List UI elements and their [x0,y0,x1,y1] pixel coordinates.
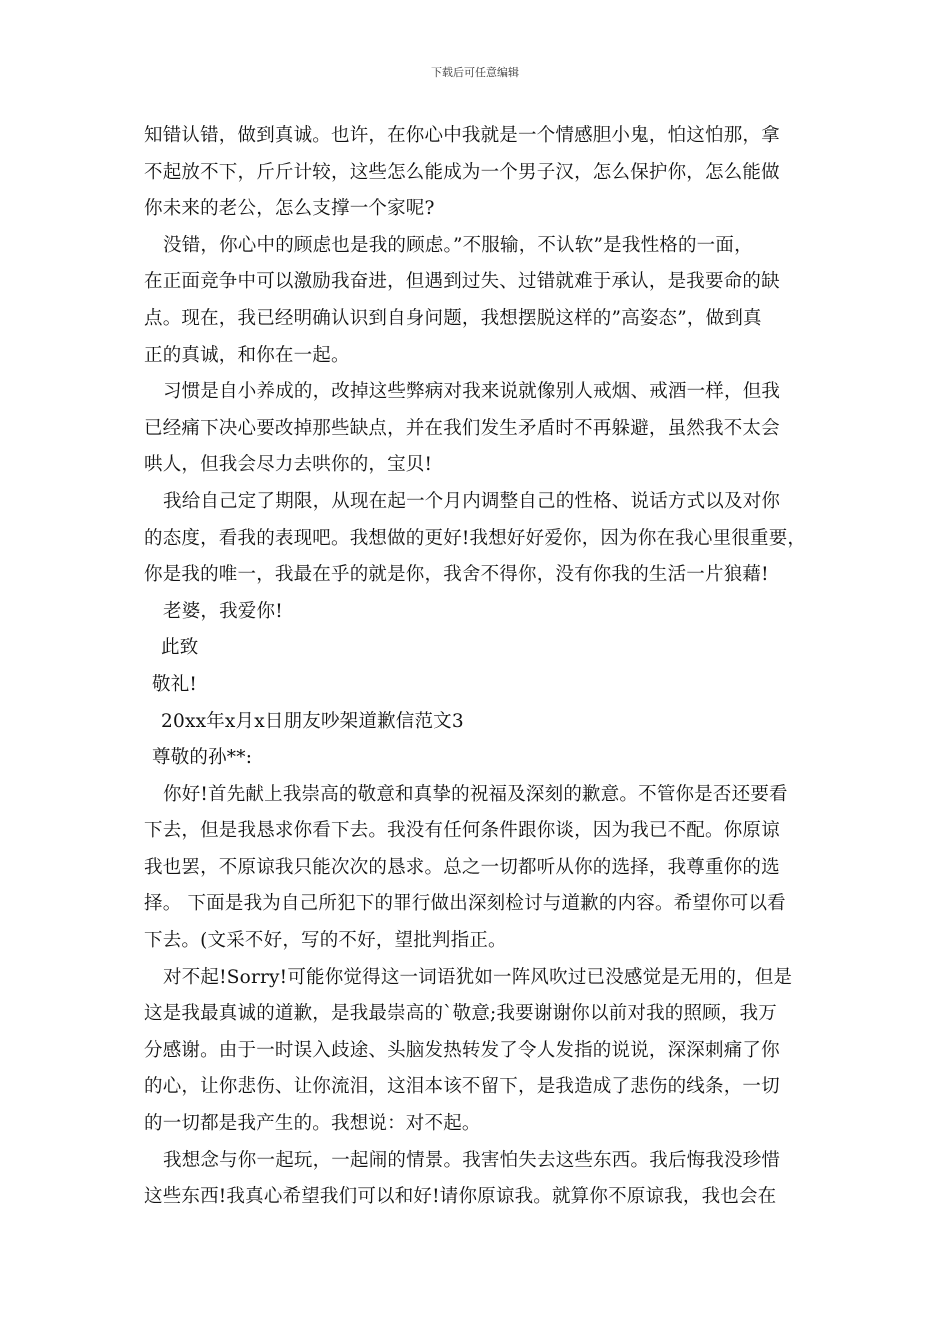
text-line: 不起放不下，斤斤计较，这些怎么能成为一个男子汉，怎么保护你，怎么能做 [144,161,780,183]
paragraph-start: 我想念与你一起玩，一起闹的情景。我害怕失去这些东西。我后悔我没珍惜 [163,1149,781,1171]
paragraph-start: 没错，你心中的顾虑也是我的顾虑。”不服输，不认软”是我性格的一面， [163,234,753,256]
text-line: 分感谢。由于一时误入歧途、头脑发热转发了令人发指的说说，深深刺痛了你 [144,1039,780,1061]
text-line: 的一切都是我产生的。我想说：对不起。 [144,1113,481,1135]
paragraph-start: 习惯是自小养成的，改掉这些弊病对我来说就像别人戒烟、戒酒一样，但我 [163,381,781,403]
text-line: 这些东西!我真心希望我们可以和好!请你原谅我。就算你不原谅我，我也会在 [144,1186,777,1208]
text-line: 正的真诚，和你在一起。 [144,344,350,366]
paragraph-start: 对不起!Sorry!可能你觉得这一词语犹如一阵风吹过已没感觉是无用的，但是 [163,966,793,988]
recipient-greeting: 尊敬的孙**: [152,747,253,769]
salutation-cizhi: 此致 [161,637,199,659]
text-line: 的态度，看我的表现吧。我想做的更好!我想好好爱你，因为你在我心里很重要， [144,527,807,549]
text-line: 择。 下面是我为自己所犯下的罪行做出深刻检讨与道歉的内容。希望你可以看 [144,893,786,915]
section-title: 20xx年x月x日朋友吵架道歉信范文3 [161,710,464,732]
closing-line: 老婆，我爱你! [163,600,283,622]
salutation-jingli: 敬礼! [152,673,198,695]
text-line: 的心，让你悲伤、让你流泪，这泪本该不留下，是我造成了悲伤的线条，一切 [144,1076,780,1098]
text-line: 哄人，但我会尽力去哄你的，宝贝! [144,454,433,476]
text-line: 下去。(文采不好，写的不好，望批判指正。 [144,930,507,952]
text-line: 这是我最真诚的道歉，是我最崇高的`敬意;我要谢谢你以前对我的照顾，我万 [144,1003,777,1025]
paragraph-start: 你好!首先献上我崇高的敬意和真挚的祝福及深刻的歉意。不管你是否还要看 [163,783,788,805]
page-header: 下载后可任意编辑 [431,66,519,79]
text-line: 你未来的老公，怎么支撑一个家呢? [144,198,435,220]
text-line: 下去，但是我恳求你看下去。我没有任何条件跟你谈，因为我已不配。你原谅 [144,820,780,842]
text-line: 点。现在，我已经明确认识到自身问题，我想摆脱这样的”高姿态”，做到真 [144,307,762,329]
text-line: 你是我的唯一，我最在乎的就是你，我舍不得你，没有你我的生活一片狼藉! [144,564,769,586]
text-line: 我也罢，不原谅我只能次次的恳求。总之一切都听从你的选择，我尊重你的选 [144,856,780,878]
paragraph-start: 我给自己定了期限，从现在起一个月内调整自己的性格、说话方式以及对你 [163,490,781,512]
text-line: 已经痛下决心要改掉那些缺点，并在我们发生矛盾时不再躲避，虽然我不太会 [144,417,780,439]
text-line: 知错认错，做到真诚。也许，在你心中我就是一个情感胆小鬼，怕这怕那，拿 [144,125,780,146]
text-line: 在正面竞争中可以激励我奋进，但遇到过失、过错就难于承认，是我要命的缺 [144,271,780,293]
letter-body [144,118,816,1216]
